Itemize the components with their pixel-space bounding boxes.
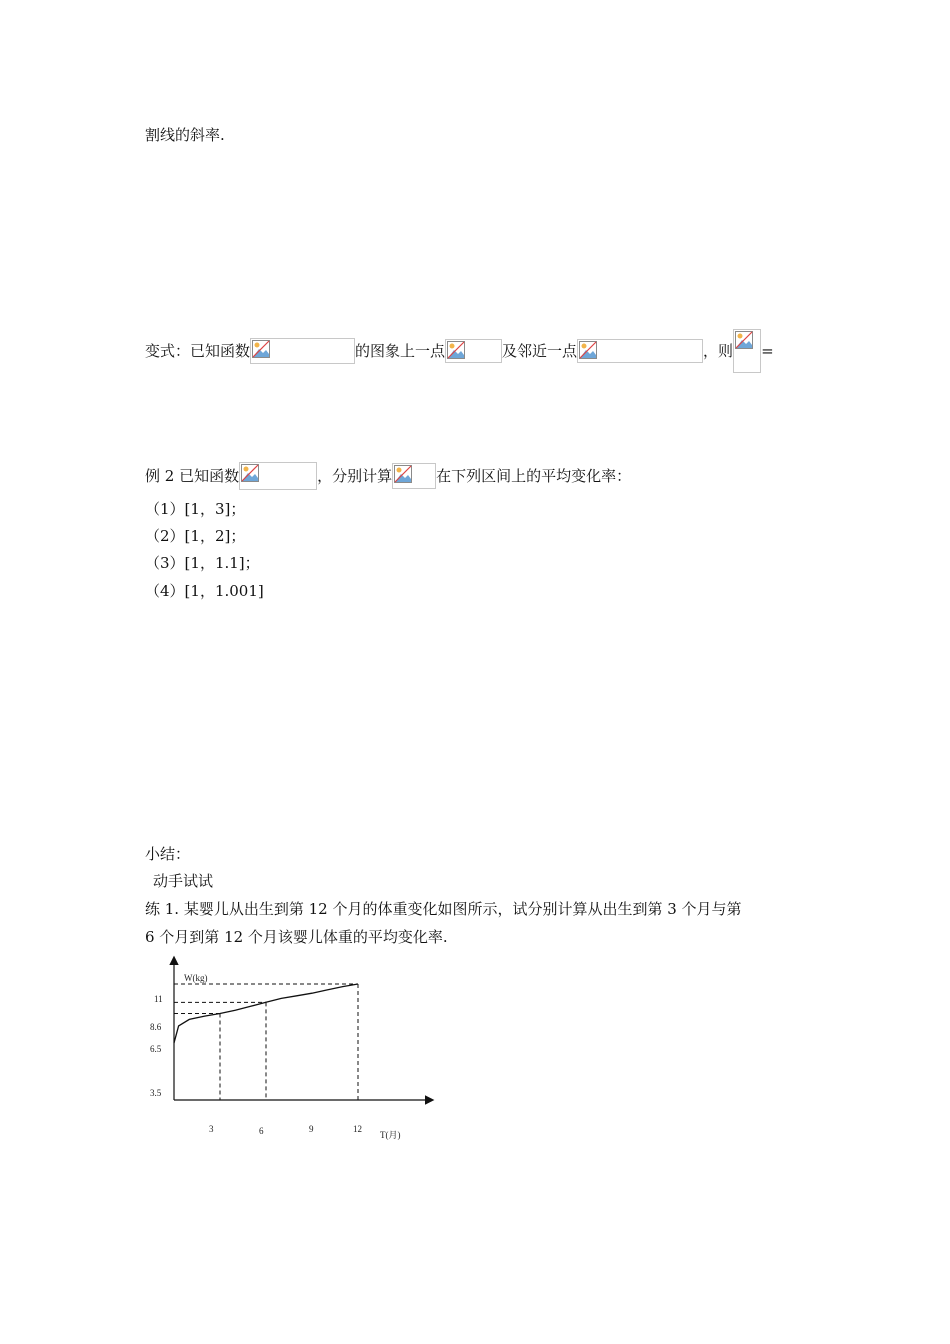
secant-text: 割线的斜率.: [145, 126, 225, 144]
interval-item-2: （2）[1，2]；: [145, 527, 246, 545]
interval-item-1: （1）[1，3]；: [145, 500, 246, 518]
interval-item-4: （4）[1，1.001]: [145, 582, 264, 600]
x-axis-label: T(月): [380, 1130, 401, 1140]
formula-image-function: [250, 338, 355, 364]
example2-text-3: 在下列区间上的平均变化率：: [436, 467, 632, 485]
variant-text-1: 变式：已知函数: [145, 342, 251, 360]
y-tick-label-0: 11: [154, 994, 163, 1004]
interval-item-3: （3）[1，1.1]；: [145, 554, 260, 572]
x-tick-label-0: 3: [209, 1124, 214, 1134]
y-tick-label-1: 8.6: [150, 1022, 162, 1032]
x-tick-label-1: 6: [259, 1126, 264, 1136]
practice-line-2: 6 个月到第 12 个月该婴儿体重的平均变化率.: [145, 928, 448, 946]
formula-image-example-function: [239, 462, 317, 490]
formula-image-near-point: [577, 339, 703, 363]
summary-heading: 小结：: [145, 845, 191, 863]
broken-image-icon: [735, 331, 753, 349]
broken-image-icon: [447, 341, 465, 359]
example2-text-1: 例 2 已知函数: [145, 467, 240, 485]
broken-image-icon: [579, 341, 597, 359]
text-line-example-2: [145, 462, 631, 490]
y-tick-label-3: 3.5: [150, 1088, 162, 1098]
variant-text-4: ，则: [703, 342, 734, 360]
text-line-variant: [145, 329, 774, 373]
y-tick-label-2: 6.5: [150, 1044, 162, 1054]
broken-image-icon: [241, 464, 259, 482]
guide-lines: [174, 984, 358, 1100]
formula-image-ratio: [733, 329, 761, 373]
variant-text-5: =: [761, 342, 774, 360]
broken-image-icon: [252, 340, 270, 358]
variant-text-3: 及邻近一点: [502, 342, 578, 360]
example2-text-2: ，分别计算: [317, 467, 393, 485]
weight-chart: [140, 950, 450, 1150]
variant-text-2: 的图象上一点: [355, 342, 446, 360]
x-tick-label-3: 12: [353, 1124, 362, 1134]
x-tick-label-2: 9: [309, 1124, 314, 1134]
formula-image-example-target: [392, 463, 436, 489]
y-axis-label: W(kg): [184, 973, 208, 983]
practice-line-1: 练 1. 某婴儿从出生到第 12 个月的体重变化如图所示，试分别计算从出生到第 3 个月与第: [145, 900, 742, 918]
try-heading: 动手试试: [153, 872, 214, 890]
formula-image-point: [445, 339, 502, 363]
broken-image-icon: [394, 465, 412, 483]
text-line-secant: [145, 124, 225, 145]
